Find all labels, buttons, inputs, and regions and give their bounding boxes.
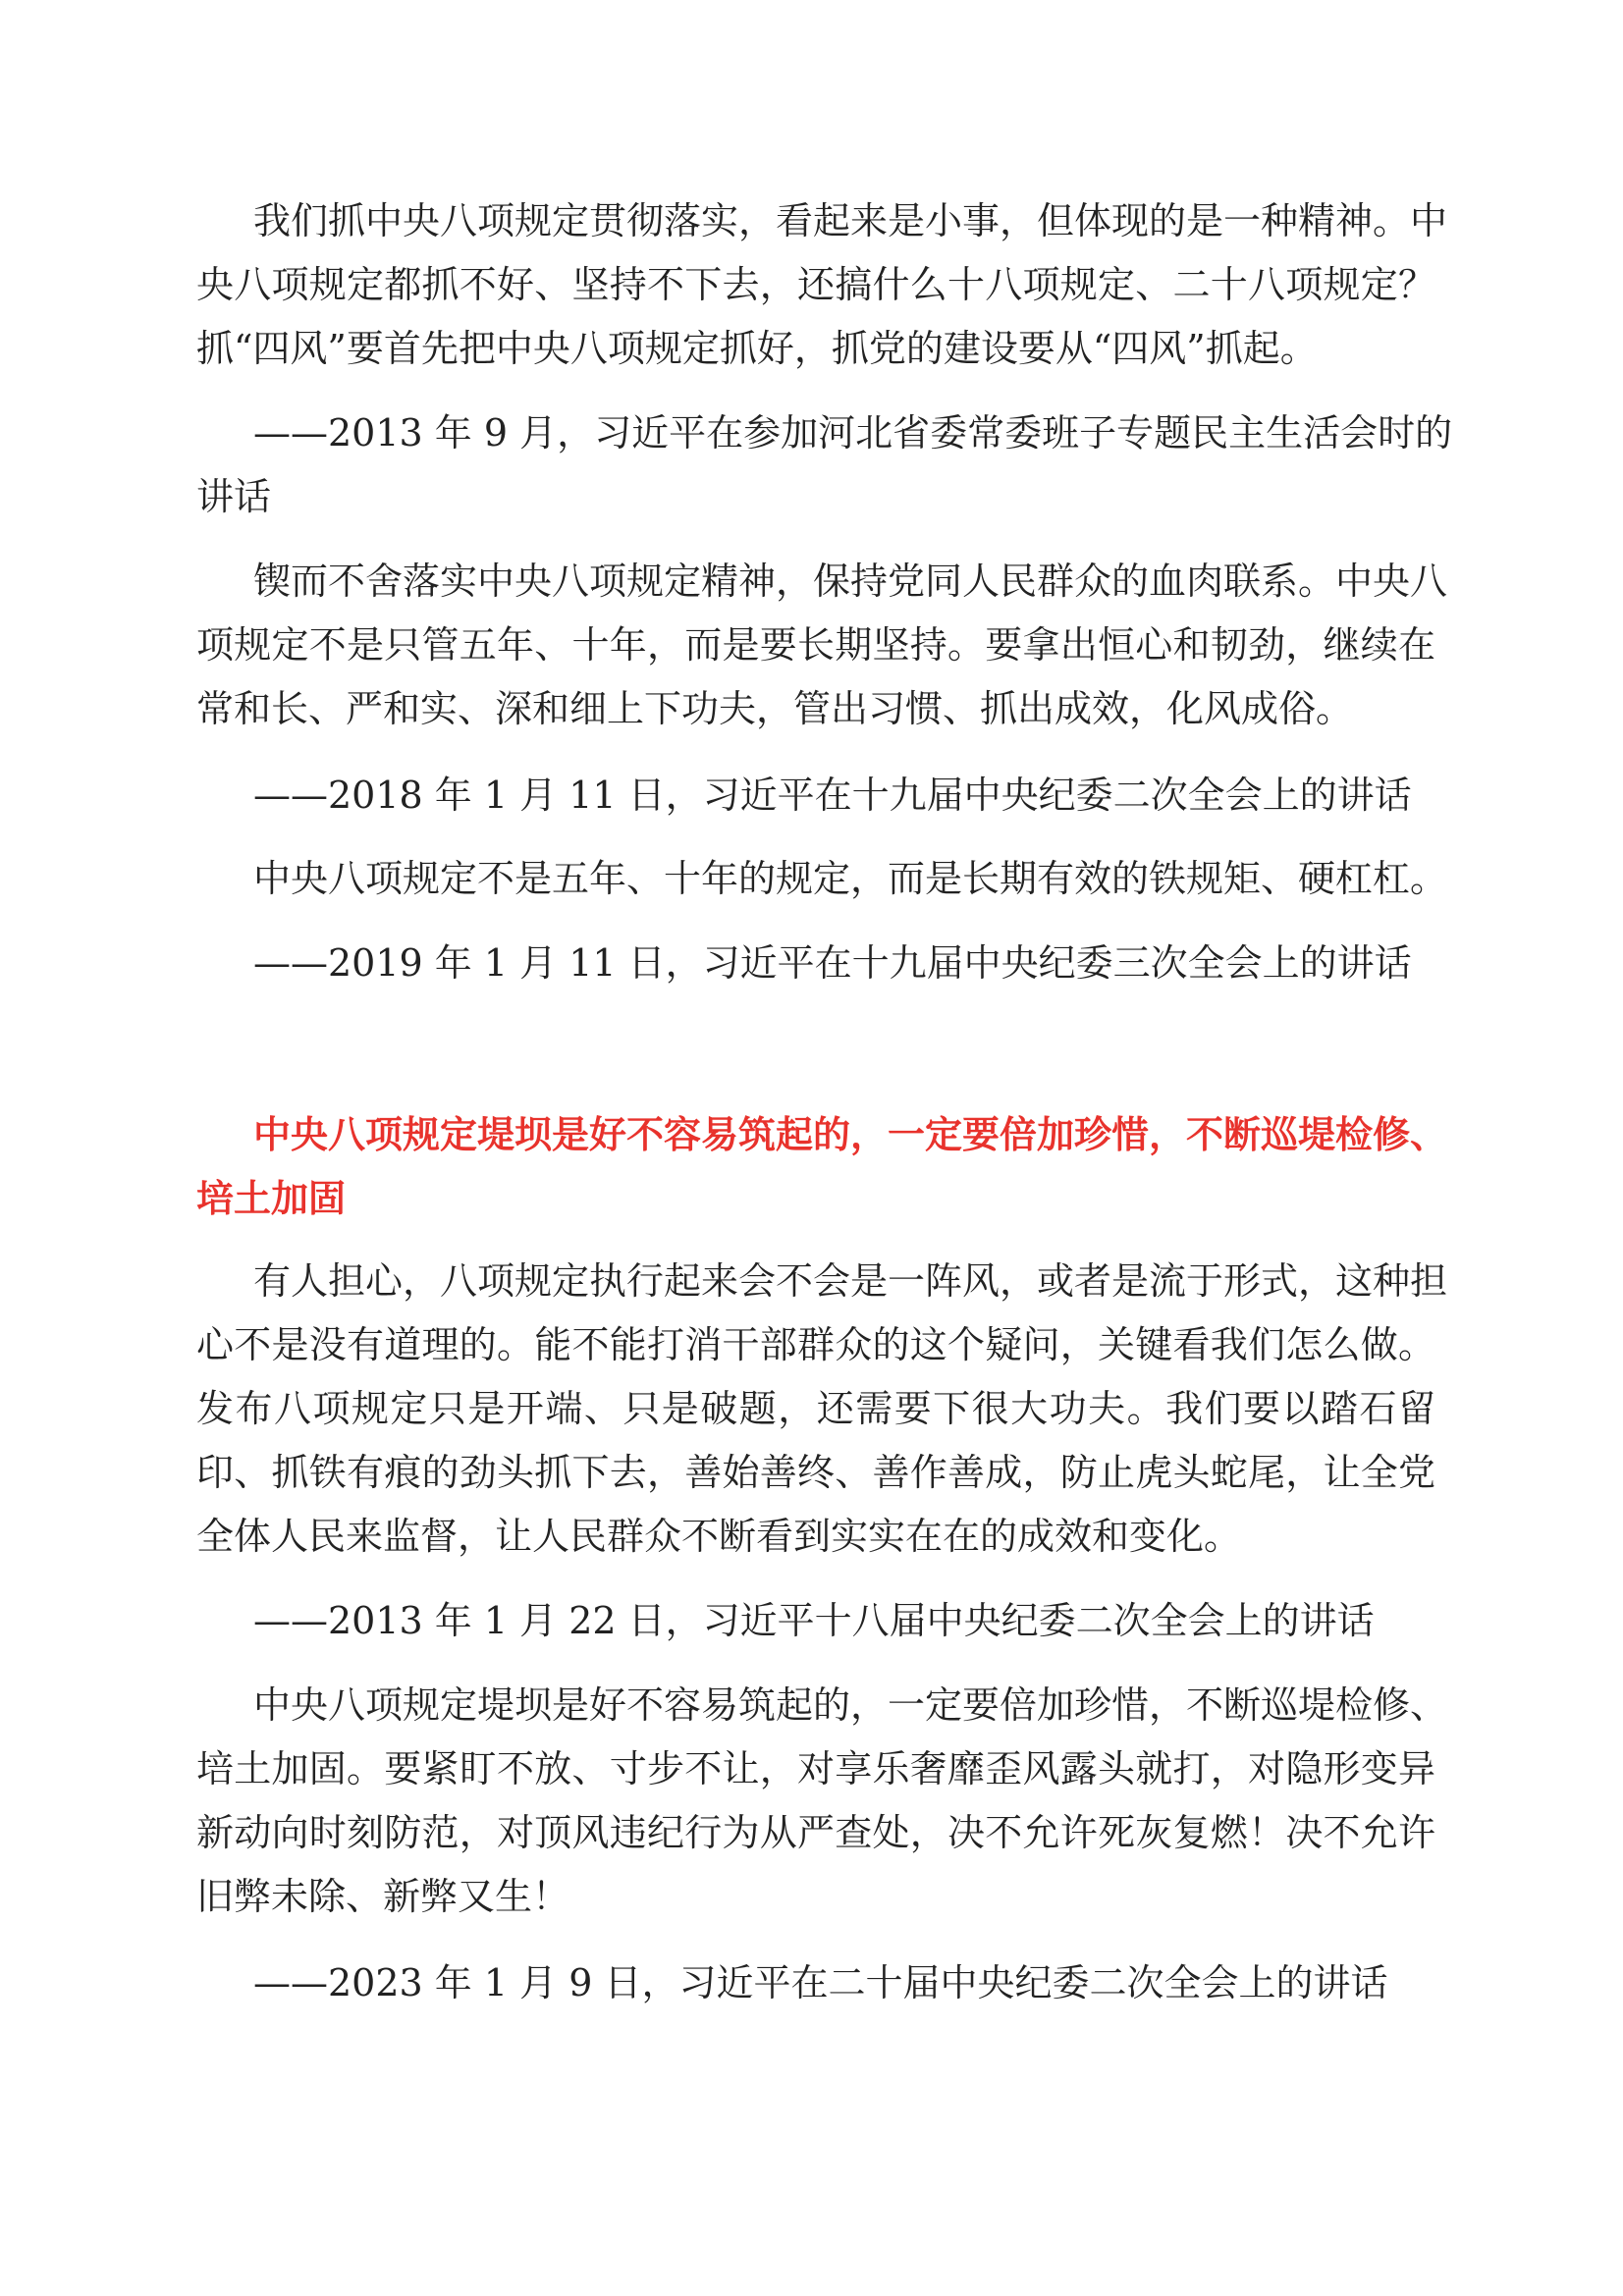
text-line: 新动向时刻防范，对顶风违纪行为从严查处，决不允许死灰复燃！决不允许	[196, 1811, 1435, 1854]
text-line: ——2018 年 1 月 11 日，习近平在十九届中央纪委二次全会上的讲话	[253, 774, 1412, 817]
text-line: ——2013 年 9 月，习近平在参加河北省委常委班子专题民主生活会时的	[253, 411, 1453, 454]
quote-attribution	[196, 1589, 1435, 1653]
text-line: ——2019 年 1 月 11 日，习近平在十九届中央纪委三次全会上的讲话	[253, 941, 1412, 985]
quote-paragraph	[196, 847, 1448, 911]
text-line: 有人担心，八项规定执行起来会不会是一阵风，或者是流于形式，这种担	[253, 1259, 1448, 1303]
text-line: 印、抓铁有痕的劲头抓下去，善始善终、善作善成，防止虎头蛇尾，让全党	[196, 1451, 1435, 1494]
section-heading	[196, 1102, 1448, 1230]
quote-attribution	[196, 1951, 1435, 2015]
quote-paragraph	[196, 550, 1448, 741]
quote-attribution	[196, 932, 1435, 995]
text-line: 项规定不是只管五年、十年，而是要长期坚持。要拿出恒心和韧劲，继续在	[196, 623, 1435, 667]
text-line: 旧弊未除、新弊又生！	[196, 1875, 570, 1918]
text-line: 心不是没有道理的。能不能打消干部群众的这个疑问，关键看我们怎么做。	[196, 1323, 1435, 1366]
text-line: ——2023 年 1 月 9 日，习近平在二十届中央纪委二次全会上的讲话	[253, 1961, 1388, 2004]
quote-paragraph	[196, 189, 1448, 381]
text-line: 全体人民来监督，让人民群众不断看到实实在在的成效和变化。	[196, 1515, 1242, 1558]
text-line: 培土加固。要紧盯不放、寸步不让，对享乐奢靡歪风露头就打，对隐形变异	[196, 1747, 1435, 1790]
text-line: 发布八项规定只是开端、只是破题，还需要下很大功夫。我们要以踏石留	[196, 1387, 1435, 1430]
text-line: ——2013 年 1 月 22 日，习近平十八届中央纪委二次全会上的讲话	[253, 1599, 1375, 1642]
text-line: 抓“四风”要首先把中央八项规定抓好，抓党的建设要从“四风”抓起。	[196, 327, 1318, 370]
text-line: 培土加固	[196, 1176, 347, 1220]
quote-attribution	[196, 764, 1435, 828]
text-line: 中央八项规定堤坝是好不容易筑起的，一定要倍加珍惜，不断巡堤检修、	[253, 1683, 1448, 1727]
text-line: 央八项规定都抓不好、坚持不下去，还搞什么十八项规定、二十八项规定？	[196, 263, 1435, 306]
quote-attribution	[196, 401, 1453, 529]
text-line: 中央八项规定不是五年、十年的规定，而是长期有效的铁规矩、硬杠杠。	[253, 857, 1448, 900]
text-line: 常和长、严和实、深和细上下功夫，管出习惯、抓出成效，化风成俗。	[196, 687, 1354, 730]
quote-paragraph	[196, 1250, 1448, 1569]
text-line: 我们抓中央八项规定贯彻落实，看起来是小事，但体现的是一种精神。中	[253, 199, 1448, 242]
text-line: 中央八项规定堤坝是好不容易筑起的，一定要倍加珍惜，不断巡堤检修、	[253, 1112, 1448, 1156]
text-line: 锲而不舍落实中央八项规定精神，保持党同人民群众的血肉联系。中央八	[253, 560, 1448, 603]
text-line: 讲话	[196, 475, 272, 518]
quote-paragraph	[196, 1674, 1448, 1929]
